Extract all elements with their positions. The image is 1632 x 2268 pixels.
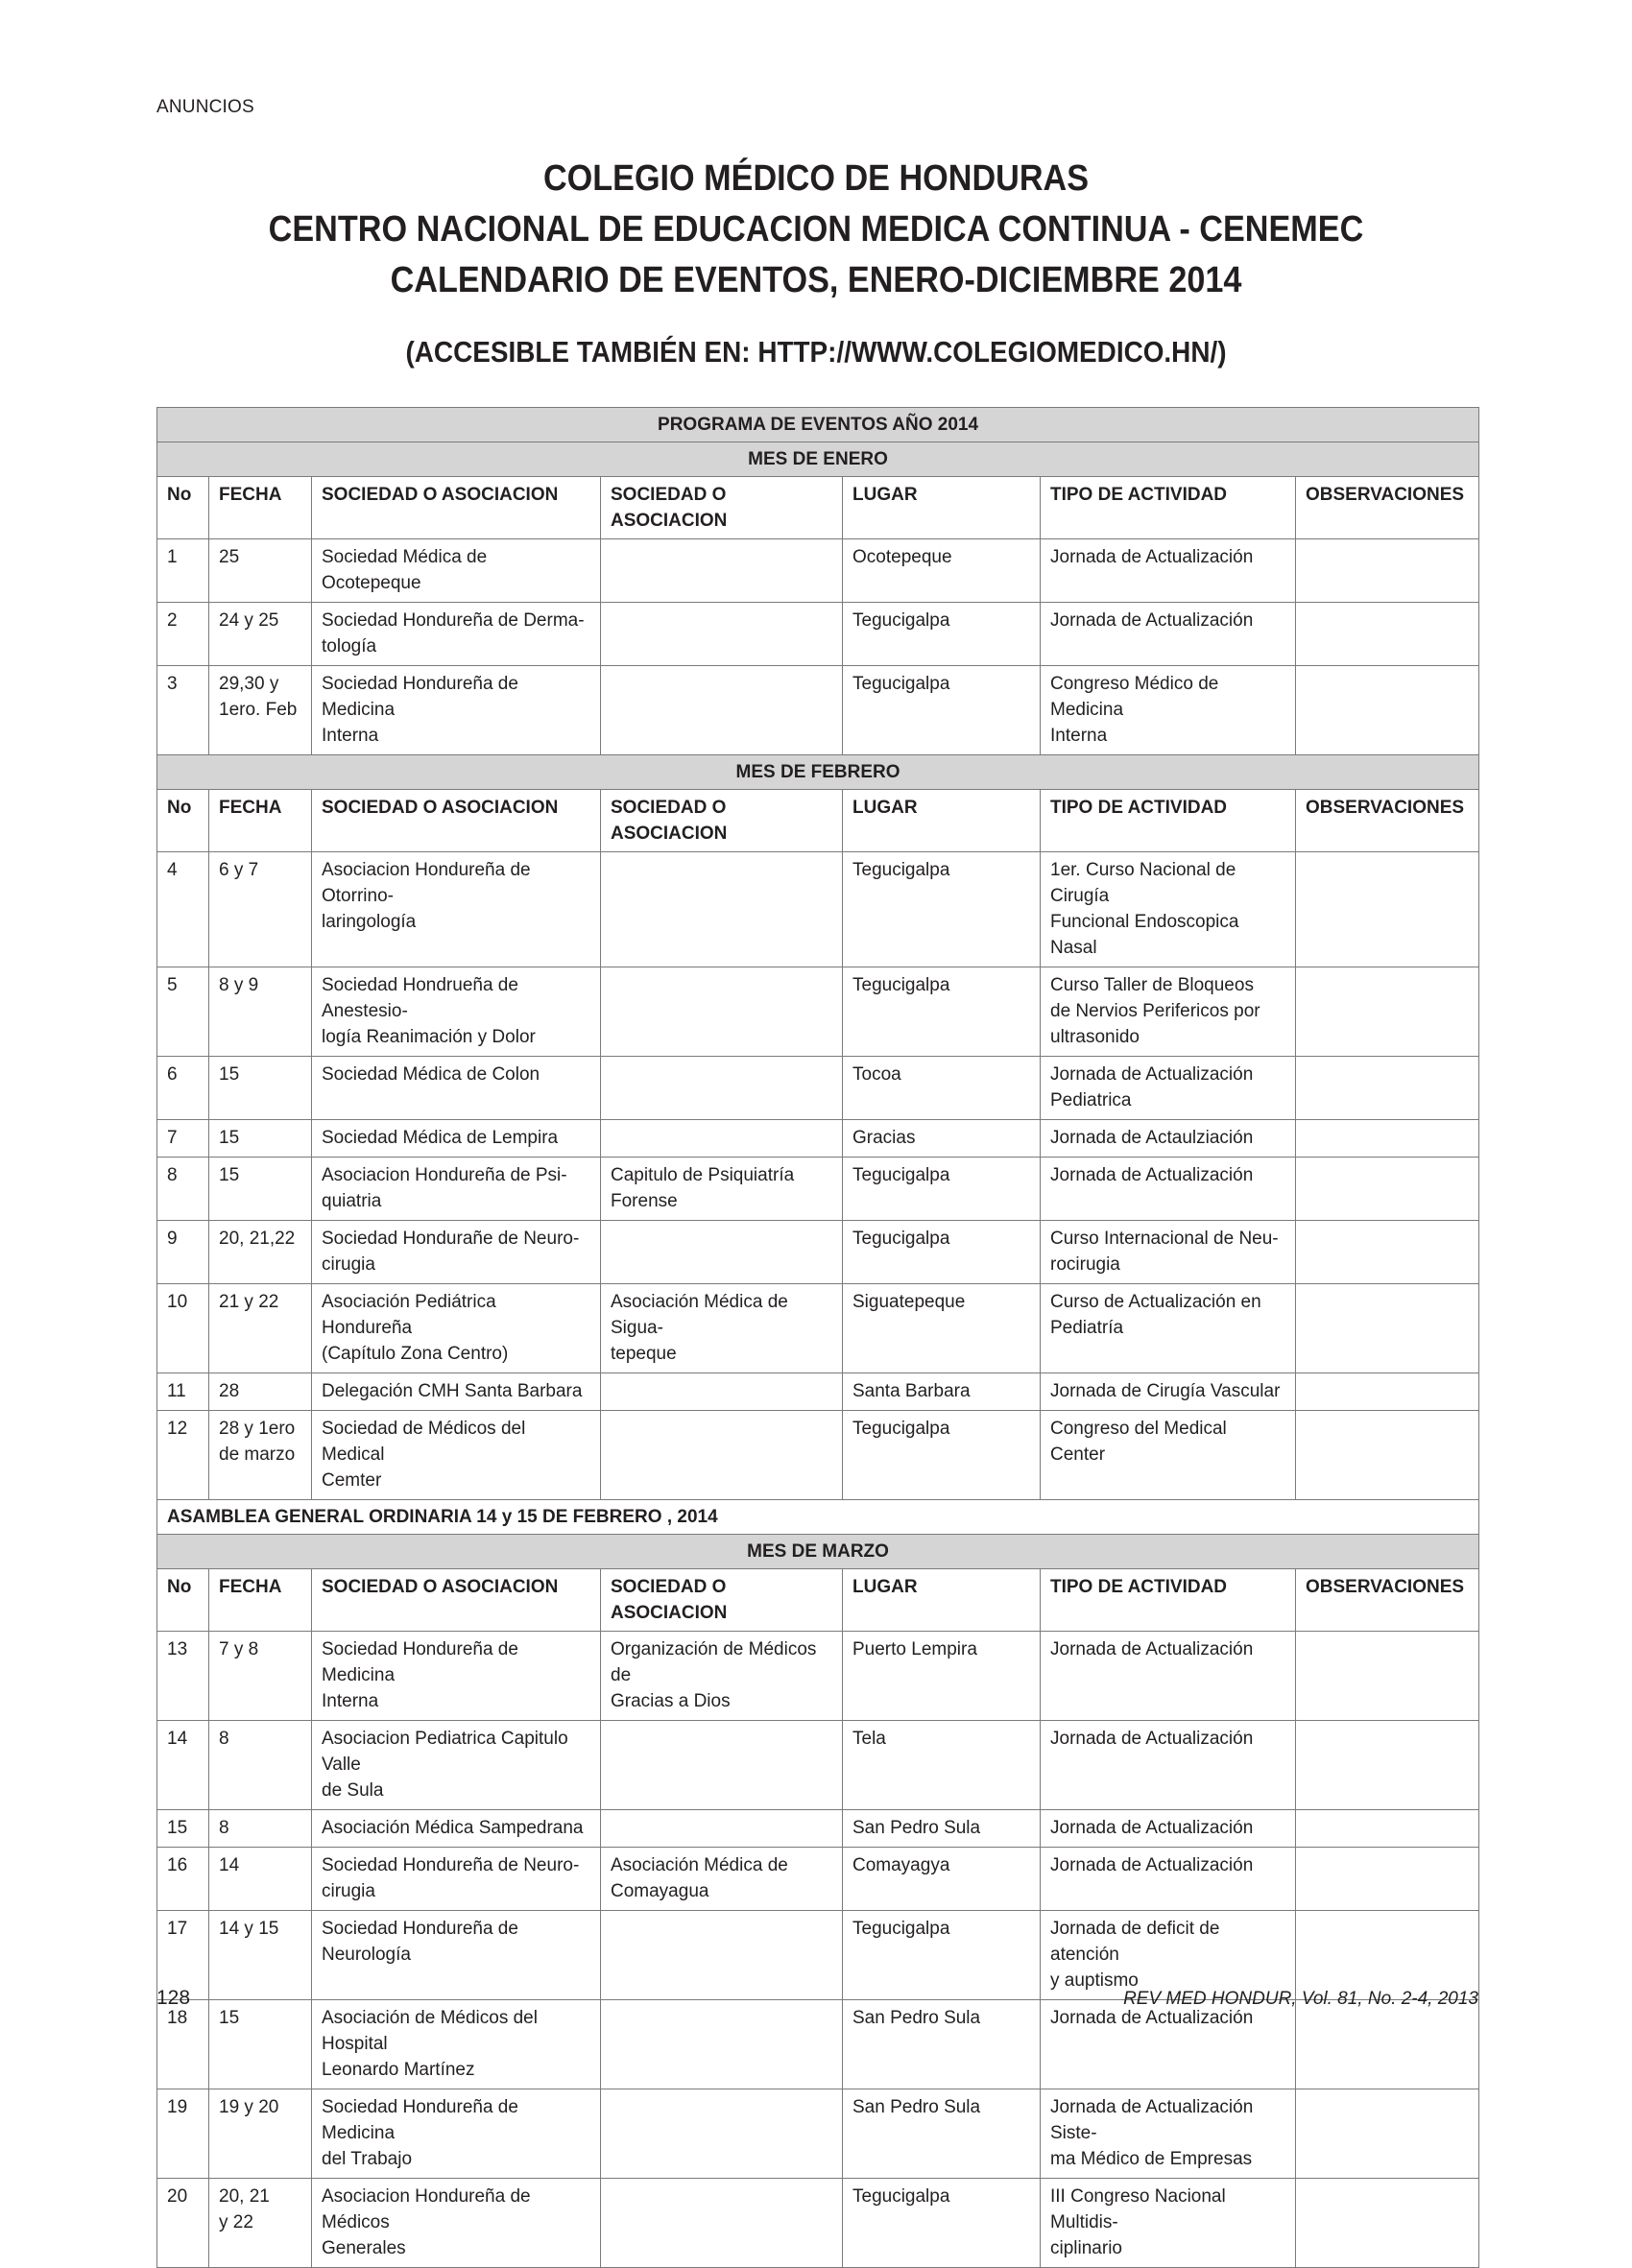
cell-observaciones bbox=[1296, 1848, 1479, 1911]
cell-no: 1 bbox=[157, 539, 209, 603]
cell-sociedad: Delegación CMH Santa Barbara bbox=[312, 1373, 601, 1411]
title-line-2: CENTRO NACIONAL DE EDUCACION MEDICA CONTINUA - CENEMEC bbox=[268, 209, 1364, 250]
cell-lugar: Tegucigalpa bbox=[843, 2179, 1041, 2268]
cell-fecha: 24 y 25 bbox=[209, 603, 312, 666]
cell-observaciones bbox=[1296, 1721, 1479, 1810]
cell-lugar: Tegucigalpa bbox=[843, 1411, 1041, 1500]
cell-lugar: Tegucigalpa bbox=[843, 852, 1041, 967]
header-observaciones: OBSERVACIONES bbox=[1296, 1569, 1479, 1632]
cell-no: 8 bbox=[157, 1158, 209, 1221]
table-row bbox=[157, 1411, 1479, 1500]
title-line-3: CALENDARIO DE EVENTOS, ENERO-DICIEMBRE 2014 bbox=[390, 260, 1242, 300]
cell-fecha: 8 bbox=[209, 1721, 312, 1810]
cell-lugar: Tegucigalpa bbox=[843, 1911, 1041, 2000]
cell-observaciones bbox=[1296, 1120, 1479, 1158]
cell-sociedad: Sociedad de Médicos del Medical Cemter bbox=[312, 1411, 601, 1500]
table-row bbox=[157, 1632, 1479, 1721]
cell-tipo-actividad: Jornada de Actualización bbox=[1041, 1848, 1296, 1911]
cell-lugar: Tegucigalpa bbox=[843, 967, 1041, 1057]
cell-sociedad: Sociedad Médica de Ocotepeque bbox=[312, 539, 601, 603]
cell-no: 13 bbox=[157, 1632, 209, 1721]
cell-sociedad-secundaria bbox=[601, 2000, 843, 2089]
cell-lugar: Tela bbox=[843, 1721, 1041, 1810]
column-header-row bbox=[157, 1569, 1479, 1632]
cell-sociedad: Asociacion Hondureña de Psi- quiatria bbox=[312, 1158, 601, 1221]
cell-tipo-actividad: Jornada de Actualización bbox=[1041, 1721, 1296, 1810]
cell-fecha: 29,30 y 1ero. Feb bbox=[209, 666, 312, 755]
assembly-note: ASAMBLEA GENERAL ORDINARIA 14 y 15 DE FEBRERO , 2014 bbox=[157, 1500, 1479, 1535]
cell-observaciones bbox=[1296, 1373, 1479, 1411]
cell-lugar: Tegucigalpa bbox=[843, 1158, 1041, 1221]
cell-sociedad: Asociacion Pediatrica Capitulo Valle de Sula bbox=[312, 1721, 601, 1810]
header-sociedad-2: SOCIEDAD O ASOCIACION bbox=[601, 790, 843, 852]
header-tipo-actividad: TIPO DE ACTIVIDAD bbox=[1041, 477, 1296, 539]
cell-observaciones bbox=[1296, 967, 1479, 1057]
cell-observaciones bbox=[1296, 1810, 1479, 1848]
cell-tipo-actividad: III Congreso Nacional Multidis- ciplinario bbox=[1041, 2179, 1296, 2268]
cell-fecha: 15 bbox=[209, 1057, 312, 1120]
header-sociedad-2: SOCIEDAD O ASOCIACION bbox=[601, 477, 843, 539]
cell-lugar: Gracias bbox=[843, 1120, 1041, 1158]
cell-fecha: 20, 21 y 22 bbox=[209, 2179, 312, 2268]
header-sociedad-1: SOCIEDAD O ASOCIACION bbox=[312, 477, 601, 539]
table-row bbox=[157, 1721, 1479, 1810]
cell-fecha: 15 bbox=[209, 1120, 312, 1158]
cell-tipo-actividad: Jornada de Actualización bbox=[1041, 1810, 1296, 1848]
website-subtitle: (ACCESIBLE TAMBIÉN EN: HTTP://WWW.COLEGIOMEDICO.HN/) bbox=[405, 335, 1227, 369]
table-row bbox=[157, 1221, 1479, 1284]
cell-tipo-actividad: Jornada de Actualización Pediatrica bbox=[1041, 1057, 1296, 1120]
cell-observaciones bbox=[1296, 1632, 1479, 1721]
cell-no: 6 bbox=[157, 1057, 209, 1120]
cell-tipo-actividad: Jornada de Actualización bbox=[1041, 539, 1296, 603]
cell-sociedad: Asociación de Médicos del Hospital Leonardo Martínez bbox=[312, 2000, 601, 2089]
cell-lugar: Ocotepeque bbox=[843, 539, 1041, 603]
cell-observaciones bbox=[1296, 1221, 1479, 1284]
cell-tipo-actividad: Congreso Médico de Medicina Interna bbox=[1041, 666, 1296, 755]
cell-observaciones bbox=[1296, 1911, 1479, 2000]
header-lugar: LUGAR bbox=[843, 1569, 1041, 1632]
header-no: No bbox=[157, 790, 209, 852]
cell-observaciones bbox=[1296, 852, 1479, 967]
table-row bbox=[157, 539, 1479, 603]
program-title: PROGRAMA DE EVENTOS AÑO 2014 bbox=[157, 408, 1479, 442]
header-lugar: LUGAR bbox=[843, 790, 1041, 852]
cell-fecha: 19 y 20 bbox=[209, 2089, 312, 2179]
cell-observaciones bbox=[1296, 1284, 1479, 1373]
month-title: MES DE FEBRERO bbox=[157, 755, 1479, 790]
cell-no: 12 bbox=[157, 1411, 209, 1500]
cell-observaciones bbox=[1296, 2000, 1479, 2089]
header-fecha: FECHA bbox=[209, 477, 312, 539]
column-header-row bbox=[157, 790, 1479, 852]
cell-tipo-actividad: Jornada de deficit de atención y auptismo bbox=[1041, 1911, 1296, 2000]
cell-sociedad-secundaria bbox=[601, 2179, 843, 2268]
cell-sociedad: Sociedad Hondureña de Medicina Interna bbox=[312, 666, 601, 755]
cell-observaciones bbox=[1296, 2089, 1479, 2179]
cell-lugar: Puerto Lempira bbox=[843, 1632, 1041, 1721]
header-observaciones: OBSERVACIONES bbox=[1296, 477, 1479, 539]
cell-fecha: 15 bbox=[209, 2000, 312, 2089]
cell-no: 3 bbox=[157, 666, 209, 755]
month-band-row bbox=[157, 755, 1479, 790]
header-fecha: FECHA bbox=[209, 1569, 312, 1632]
cell-sociedad-secundaria bbox=[601, 2089, 843, 2179]
header-fecha: FECHA bbox=[209, 790, 312, 852]
cell-no: 15 bbox=[157, 1810, 209, 1848]
cell-lugar: San Pedro Sula bbox=[843, 2000, 1041, 2089]
header-sociedad-1: SOCIEDAD O ASOCIACION bbox=[312, 790, 601, 852]
cell-tipo-actividad: Jornada de Actualización Siste- ma Médico de Empresas bbox=[1041, 2089, 1296, 2179]
cell-observaciones bbox=[1296, 666, 1479, 755]
cell-sociedad: Sociedad Médica de Lempira bbox=[312, 1120, 601, 1158]
cell-lugar: Siguatepeque bbox=[843, 1284, 1041, 1373]
cell-sociedad: Sociedad Hondureña de Medicina del Trabajo bbox=[312, 2089, 601, 2179]
header-no: No bbox=[157, 477, 209, 539]
cell-tipo-actividad: Jornada de Actualización bbox=[1041, 1158, 1296, 1221]
cell-lugar: San Pedro Sula bbox=[843, 1810, 1041, 1848]
cell-sociedad: Sociedad Hondureña de Medicina Interna bbox=[312, 1632, 601, 1721]
cell-tipo-actividad: 1er. Curso Nacional de Cirugía Funcional Endoscopica Nasal bbox=[1041, 852, 1296, 967]
cell-tipo-actividad: Curso Internacional de Neu- rocirugia bbox=[1041, 1221, 1296, 1284]
cell-sociedad: Sociedad Hondrueña de Anestesio- logía Reanimación y Dolor bbox=[312, 967, 601, 1057]
cell-lugar: Santa Barbara bbox=[843, 1373, 1041, 1411]
cell-no: 9 bbox=[157, 1221, 209, 1284]
table-row bbox=[157, 852, 1479, 967]
cell-tipo-actividad: Jornada de Actualización bbox=[1041, 603, 1296, 666]
header-sociedad-1: SOCIEDAD O ASOCIACION bbox=[312, 1569, 601, 1632]
cell-fecha: 20, 21,22 bbox=[209, 1221, 312, 1284]
cell-no: 16 bbox=[157, 1848, 209, 1911]
cell-fecha: 7 y 8 bbox=[209, 1632, 312, 1721]
table-row bbox=[157, 1373, 1479, 1411]
cell-no: 17 bbox=[157, 1911, 209, 2000]
cell-sociedad-secundaria bbox=[601, 1810, 843, 1848]
cell-fecha: 6 y 7 bbox=[209, 852, 312, 967]
cell-no: 20 bbox=[157, 2179, 209, 2268]
cell-sociedad-secundaria bbox=[601, 1373, 843, 1411]
cell-sociedad-secundaria bbox=[601, 967, 843, 1057]
month-title: MES DE MARZO bbox=[157, 1535, 1479, 1569]
cell-sociedad-secundaria bbox=[601, 1411, 843, 1500]
cell-sociedad: Sociedad Hondureña de Neurología bbox=[312, 1911, 601, 2000]
cell-tipo-actividad: Congreso del Medical Center bbox=[1041, 1411, 1296, 1500]
month-band-row bbox=[157, 442, 1479, 477]
header-no: No bbox=[157, 1569, 209, 1632]
cell-fecha: 14 y 15 bbox=[209, 1911, 312, 2000]
cell-observaciones bbox=[1296, 603, 1479, 666]
table-row bbox=[157, 1848, 1479, 1911]
header-observaciones: OBSERVACIONES bbox=[1296, 790, 1479, 852]
cell-tipo-actividad: Jornada de Actualización bbox=[1041, 2000, 1296, 2089]
cell-fecha: 14 bbox=[209, 1848, 312, 1911]
cell-fecha: 28 y 1ero de marzo bbox=[209, 1411, 312, 1500]
cell-sociedad-secundaria bbox=[601, 852, 843, 967]
cell-sociedad-secundaria bbox=[601, 666, 843, 755]
table-row bbox=[157, 1810, 1479, 1848]
cell-fecha: 15 bbox=[209, 1158, 312, 1221]
cell-fecha: 8 bbox=[209, 1810, 312, 1848]
header-sociedad-2: SOCIEDAD O ASOCIACION bbox=[601, 1569, 843, 1632]
cell-no: 18 bbox=[157, 2000, 209, 2089]
table-row bbox=[157, 603, 1479, 666]
table-row bbox=[157, 1284, 1479, 1373]
cell-no: 4 bbox=[157, 852, 209, 967]
cell-no: 11 bbox=[157, 1373, 209, 1411]
note-row bbox=[157, 1500, 1479, 1535]
cell-sociedad-secundaria: Organización de Médicos de Gracias a Dios bbox=[601, 1632, 843, 1721]
cell-tipo-actividad: Jornada de Actualización bbox=[1041, 1632, 1296, 1721]
month-title: MES DE ENERO bbox=[157, 442, 1479, 477]
cell-lugar: Tocoa bbox=[843, 1057, 1041, 1120]
table-row bbox=[157, 1057, 1479, 1120]
cell-tipo-actividad: Curso Taller de Bloqueos de Nervios Perifericos por ultrasonido bbox=[1041, 967, 1296, 1057]
table-row bbox=[157, 967, 1479, 1057]
cell-no: 2 bbox=[157, 603, 209, 666]
cell-lugar: Tegucigalpa bbox=[843, 603, 1041, 666]
cell-tipo-actividad: Jornada de Cirugía Vascular bbox=[1041, 1373, 1296, 1411]
cell-fecha: 28 bbox=[209, 1373, 312, 1411]
cell-sociedad-secundaria: Asociación Médica de Sigua- tepeque bbox=[601, 1284, 843, 1373]
page-number: 128 bbox=[156, 1987, 191, 2009]
cell-sociedad: Sociedad Médica de Colon bbox=[312, 1057, 601, 1120]
cell-lugar: Tegucigalpa bbox=[843, 1221, 1041, 1284]
cell-lugar: Comayagya bbox=[843, 1848, 1041, 1911]
table-row bbox=[157, 2089, 1479, 2179]
cell-tipo-actividad: Curso de Actualización en Pediatría bbox=[1041, 1284, 1296, 1373]
cell-sociedad-secundaria bbox=[601, 539, 843, 603]
column-header-row bbox=[157, 477, 1479, 539]
cell-observaciones bbox=[1296, 539, 1479, 603]
cell-sociedad-secundaria bbox=[601, 1221, 843, 1284]
cell-tipo-actividad: Jornada de Actaulziación bbox=[1041, 1120, 1296, 1158]
cell-sociedad: Sociedad Hondureña de Neuro- cirugia bbox=[312, 1848, 601, 1911]
cell-sociedad: Asociacion Hondureña de Otorrino- laringología bbox=[312, 852, 601, 967]
cell-observaciones bbox=[1296, 1411, 1479, 1500]
table-row bbox=[157, 1158, 1479, 1221]
cell-sociedad-secundaria bbox=[601, 1721, 843, 1810]
cell-sociedad-secundaria bbox=[601, 1057, 843, 1120]
cell-observaciones bbox=[1296, 2179, 1479, 2268]
header-lugar: LUGAR bbox=[843, 477, 1041, 539]
program-title-row bbox=[157, 408, 1479, 442]
table-row bbox=[157, 2179, 1479, 2268]
header-tipo-actividad: TIPO DE ACTIVIDAD bbox=[1041, 1569, 1296, 1632]
table-row bbox=[157, 2000, 1479, 2089]
cell-observaciones bbox=[1296, 1158, 1479, 1221]
cell-observaciones bbox=[1296, 1057, 1479, 1120]
cell-sociedad-secundaria bbox=[601, 1120, 843, 1158]
cell-no: 7 bbox=[157, 1120, 209, 1158]
section-label: ANUNCIOS bbox=[156, 97, 254, 117]
cell-no: 5 bbox=[157, 967, 209, 1057]
cell-sociedad-secundaria: Asociación Médica de Comayagua bbox=[601, 1848, 843, 1911]
cell-lugar: Tegucigalpa bbox=[843, 666, 1041, 755]
table-row bbox=[157, 666, 1479, 755]
cell-sociedad-secundaria bbox=[601, 1911, 843, 2000]
cell-no: 10 bbox=[157, 1284, 209, 1373]
cell-lugar: San Pedro Sula bbox=[843, 2089, 1041, 2179]
journal-citation: REV MED HONDUR, Vol. 81, No. 2-4, 2013 bbox=[1123, 1989, 1478, 2009]
table-row bbox=[157, 1120, 1479, 1158]
cell-fecha: 21 y 22 bbox=[209, 1284, 312, 1373]
cell-no: 14 bbox=[157, 1721, 209, 1810]
header-tipo-actividad: TIPO DE ACTIVIDAD bbox=[1041, 790, 1296, 852]
cell-fecha: 8 y 9 bbox=[209, 967, 312, 1057]
month-band-row bbox=[157, 1535, 1479, 1569]
cell-sociedad: Sociedad Hondureña de Derma- tología bbox=[312, 603, 601, 666]
cell-sociedad: Asociación Médica Sampedrana bbox=[312, 1810, 601, 1848]
cell-sociedad: Asociación Pediátrica Hondureña (Capítulo Zona Centro) bbox=[312, 1284, 601, 1373]
title-line-1: COLEGIO MÉDICO DE HONDURAS bbox=[542, 158, 1090, 199]
cell-sociedad-secundaria: Capitulo de Psiquiatría Forense bbox=[601, 1158, 843, 1221]
cell-sociedad: Sociedad Hondurañe de Neuro- cirugia bbox=[312, 1221, 601, 1284]
cell-sociedad: Asociacion Hondureña de Médicos Generales bbox=[312, 2179, 601, 2268]
cell-fecha: 25 bbox=[209, 539, 312, 603]
cell-no: 19 bbox=[157, 2089, 209, 2179]
table-row bbox=[157, 1911, 1479, 2000]
cell-sociedad-secundaria bbox=[601, 603, 843, 666]
title-block bbox=[0, 154, 1632, 370]
